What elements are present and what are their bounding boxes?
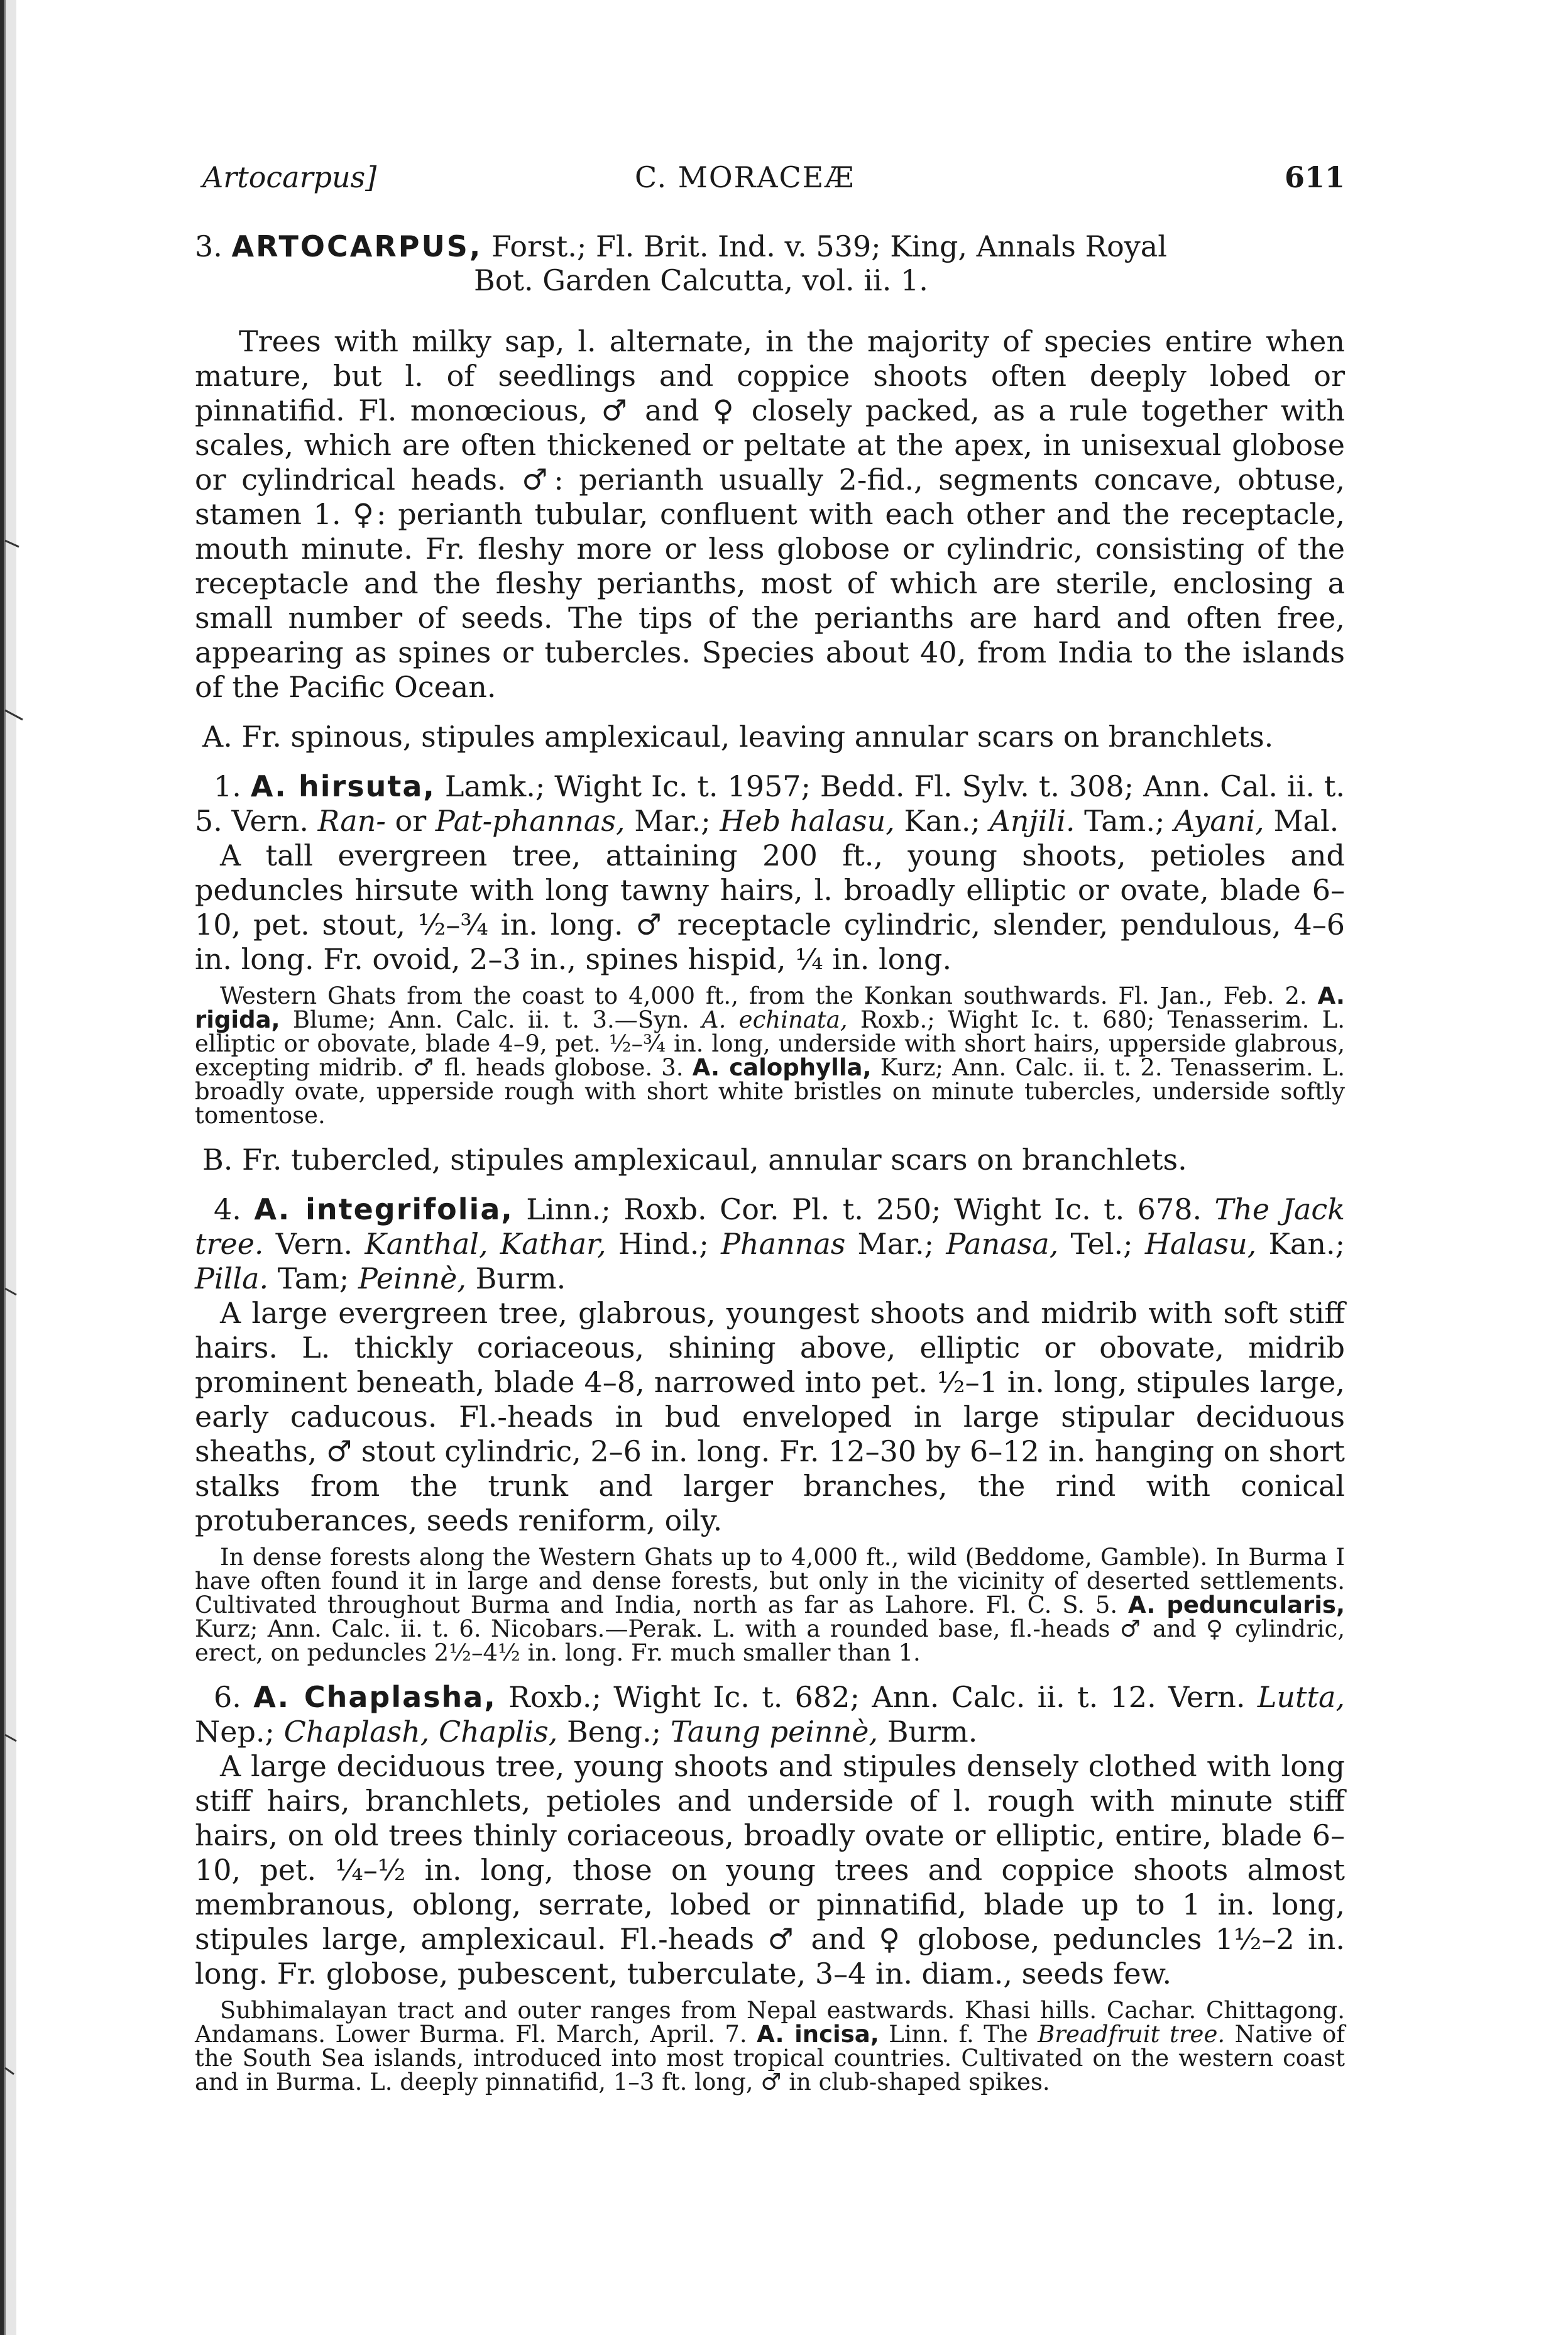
genus-heading — [195, 229, 1345, 298]
species-1-heading — [195, 769, 1345, 838]
species-4-note-b: Kurz; Ann. Calc. ii. t. 6. Nicobars.—Perak. L. with a rounded base, fl.-heads ♂ and ♀ cylindric, erect, on peduncles 2½–4½ in. long. Fr. much smaller than 1. — [195, 1615, 1345, 1666]
species-1-vern-2: Pat-phannas, — [435, 804, 625, 838]
genus-refs-line2: Bot. Garden Calcutta, vol. ii. 1. — [474, 263, 928, 297]
species-4-vern-2: Phannas — [721, 1227, 846, 1261]
species-7-name: A. incisa, — [757, 2021, 879, 2048]
species-7-common-name: Breadfruit tree. — [1038, 2021, 1225, 2048]
species-6-number: 6. — [214, 1680, 241, 1714]
species-6-heading — [195, 1680, 1345, 1749]
species-4-common-name: The Jack tree. — [195, 1192, 1346, 1261]
species-4-vern-3-lang: Tel.; — [1070, 1227, 1133, 1261]
species-1-vern-5-lang: Mal. — [1273, 804, 1339, 838]
species-1-vern-4: Anjili. — [989, 804, 1075, 838]
species-6-refs: Roxb.; Wight Ic. t. 682; Ann. Calc. ii. t. 12. Vern. — [508, 1680, 1246, 1714]
species-4-vern-6-lang: Burm. — [475, 1261, 566, 1295]
species-4-refs: Linn.; Roxb. Cor. Pl. t. 250; Wight Ic. t. 678. — [526, 1192, 1202, 1226]
species-6-vern-3: Taung peinnè, — [670, 1715, 879, 1749]
species-1-description: A tall evergreen tree, attaining 200 ft., young shoots, petioles and peduncles hirsute with long tawny hairs, l. broadly elliptic or ovate, blade 6–10, pet. stout, ½–¾ in. long. ♂ receptacle cylindric, slender, pendulous, 4–6 in. long. Fr. ovoid, 2–3 in., spines hispid, ¼ in. long. — [195, 838, 1345, 976]
species-1-vern-1: Ran- — [317, 804, 386, 838]
page-number: 611 — [1284, 160, 1345, 194]
species-4-vern-label: Vern. — [275, 1227, 353, 1261]
header-section: Artocarpus] — [202, 160, 377, 194]
species-4-vern-4: Halasu, — [1144, 1227, 1257, 1261]
species-6-vern-1: Lutta, — [1257, 1680, 1346, 1714]
species-1-vern-3-lang: Kan.; — [904, 804, 981, 838]
species-6-note-b: Linn. f. The — [889, 2021, 1028, 2048]
species-1-note — [195, 984, 1345, 1128]
species-4-vern-1: Kanthal, Kathar, — [365, 1227, 606, 1261]
species-1-note-c: Roxb.; Wight Ic. t. 680; Tenasserim. L. elliptic or obovate, blade 4–9, pet. ½–¾ in. long, underside with short hairs, upperside glabrous, excepting midrib. ♂ fl. heads globose. 3. — [195, 1006, 1345, 1081]
species-6-vern-2: Chaplash, Chaplis, — [283, 1715, 558, 1749]
species-6-vern-1-lang: Nep.; — [195, 1715, 275, 1749]
species-6-note — [195, 1999, 1345, 2094]
species-1-vern-2-lang: Mar.; — [634, 804, 711, 838]
species-4-vern-5: Pilla. — [195, 1261, 269, 1295]
genus-name: ARTOCARPUS, — [231, 229, 483, 263]
species-4-heading — [195, 1192, 1345, 1296]
page-content — [195, 160, 1345, 2094]
running-header — [195, 160, 1345, 211]
species-1-note-a: Western Ghats from the coast to 4,000 ft., from the Konkan southwards. Fl. Jan., Feb. 2. — [220, 982, 1307, 1009]
page-margin-marks — [0, 0, 25, 2335]
species-1-vern-5: Ayani, — [1174, 804, 1264, 838]
species-5-name: A. peduncularis, — [1128, 1591, 1346, 1618]
genus-refs-line1: Forst.; Fl. Brit. Ind. v. 539; King, Annals Royal — [491, 229, 1167, 263]
species-6-note-a: Subhimalayan tract and outer ranges from Nepal eastwards. Khasi hills. Cachar. Chittagong. Andamans. Lower Burma. Fl. March, April. 7. — [195, 1997, 1345, 2048]
species-6-vern-2-lang: Beng.; — [566, 1715, 662, 1749]
species-1-note-b: Blume; Ann. Calc. ii. t. 3.—Syn. — [292, 1006, 689, 1033]
species-1-vern-3: Heb halasu, — [720, 804, 895, 838]
species-4-vern-6: Peinnè, — [358, 1261, 466, 1295]
species-6-vern-3-lang: Burm. — [887, 1715, 978, 1749]
species-1-number: 1. — [214, 769, 241, 803]
species-4-vern-1-lang: Hind.; — [618, 1227, 709, 1261]
species-6-description: A large deciduous tree, young shoots and stipules densely clothed with long stiff hairs, branchlets, petioles and underside of l. rough with minute stiff hairs, on old trees thinly coriaceous, broadly ovate or elliptic, entire, blade 6–10, pet. ¼–½ in. long, those on young trees and coppice shoots almost membranous, oblong, serrate, lobed or pinnatifid, blade up to 1 in. long, stipules large, amplexicaul. Fl.-heads ♂ and ♀ globose, peduncles 1½–2 in. long. Fr. globose, pubescent, tuberculate, 3–4 in. diam., seeds few. — [195, 1749, 1345, 1991]
header-family: C. MORACEÆ — [635, 160, 855, 194]
species-6-note-c: Native of the South Sea islands, introduced into most tropical countries. Cultivated on the western coast and in Burma. L. deeply pinnatifid, 1–3 ft. long, ♂ in club-shaped spikes. — [195, 2021, 1345, 2096]
species-4-vern-2-lang: Mar.; — [857, 1227, 935, 1261]
species-4-vern-5-lang: Tam; — [277, 1261, 349, 1295]
key-section-b: B. Fr. tubercled, stipules amplexicaul, annular scars on branchlets. — [202, 1143, 1187, 1177]
species-4-number: 4. — [214, 1192, 241, 1226]
species-4-note-a: In dense forests along the Western Ghats up to 4,000 ft., wild (Beddome, Gamble). In Burma I have often found it in large and dense forests, but only in the vicinity of deserted settlements. Cultivated throughout Burma and India, north as far as Lahore. Fl. C. S. 5. — [195, 1544, 1345, 1618]
species-1-note-d: Kurz; Ann. Calc. ii. t. 2. Tenasserim. L. broadly ovate, upperside rough with short white bristles on minute tubercles, underside softly tomentose. — [195, 1054, 1346, 1129]
species-4-name: A. integrifolia, — [254, 1192, 513, 1226]
species-1-vern-4-lang: Tam.; — [1084, 804, 1165, 838]
key-section-a: A. Fr. spinous, stipules amplexicaul, leaving annular scars on branchlets. — [202, 720, 1274, 754]
species-2-synonym: A. echinata, — [701, 1006, 848, 1033]
species-1-name: A. hirsuta, — [250, 769, 436, 803]
genus-description: Trees with milky sap, l. alternate, in the majority of species entire when mature, but l. of seedlings and coppice shoots often deeply lobed or pinnatifid. Fl. monœcious, ♂ and ♀ closely packed, as a rule together with scales, which are often thickened or peltate at the apex, in unisexual globose or cylindrical heads. ♂: perianth usually 2-fid., segments concave, obtuse, stamen 1. ♀: perianth tubular, confluent with each other and the receptacle, mouth minute. Fr. fleshy more or less globose or cylindric, consisting of the receptacle and the fleshy perianths, most of which are sterile, enclosing a small number of seeds. The tips of the perianths are hard and often free, appearing as spines or tubercles. Species about 40, from India to the islands of the Pacific Ocean. — [195, 324, 1345, 704]
species-4-vern-4-lang: Kan.; — [1268, 1227, 1346, 1261]
species-1-refs: Lamk.; Wight Ic. t. 1957; Bedd. Fl. Sylv. t. 308; Ann. Cal. ii. t. 5. Vern. — [195, 769, 1346, 838]
species-4-description: A large evergreen tree, glabrous, youngest shoots and midrib with soft stiff hairs. L. thickly coriaceous, shining above, elliptic or obovate, midrib prominent beneath, blade 4–8, narrowed into pet. ½–1 in. long, stipules large, early caducous. Fl.-heads in bud enveloped in large stipular deciduous sheaths, ♂ stout cylindric, 2–6 in. long. Fr. 12–30 by 6–12 in. hanging on short stalks from the trunk and larger branches, the rind with conical protuberances, seeds reniform, oily. — [195, 1296, 1345, 1537]
genus-number: 3. — [195, 229, 222, 263]
species-4-vern-3: Panasa, — [946, 1227, 1059, 1261]
species-6-name: A. Chaplasha, — [253, 1680, 496, 1714]
species-1-or: or — [395, 804, 427, 838]
species-3-name: A. calophylla, — [692, 1054, 872, 1081]
species-2-name: A. rigida, — [195, 982, 1345, 1033]
species-4-note — [195, 1546, 1345, 1665]
